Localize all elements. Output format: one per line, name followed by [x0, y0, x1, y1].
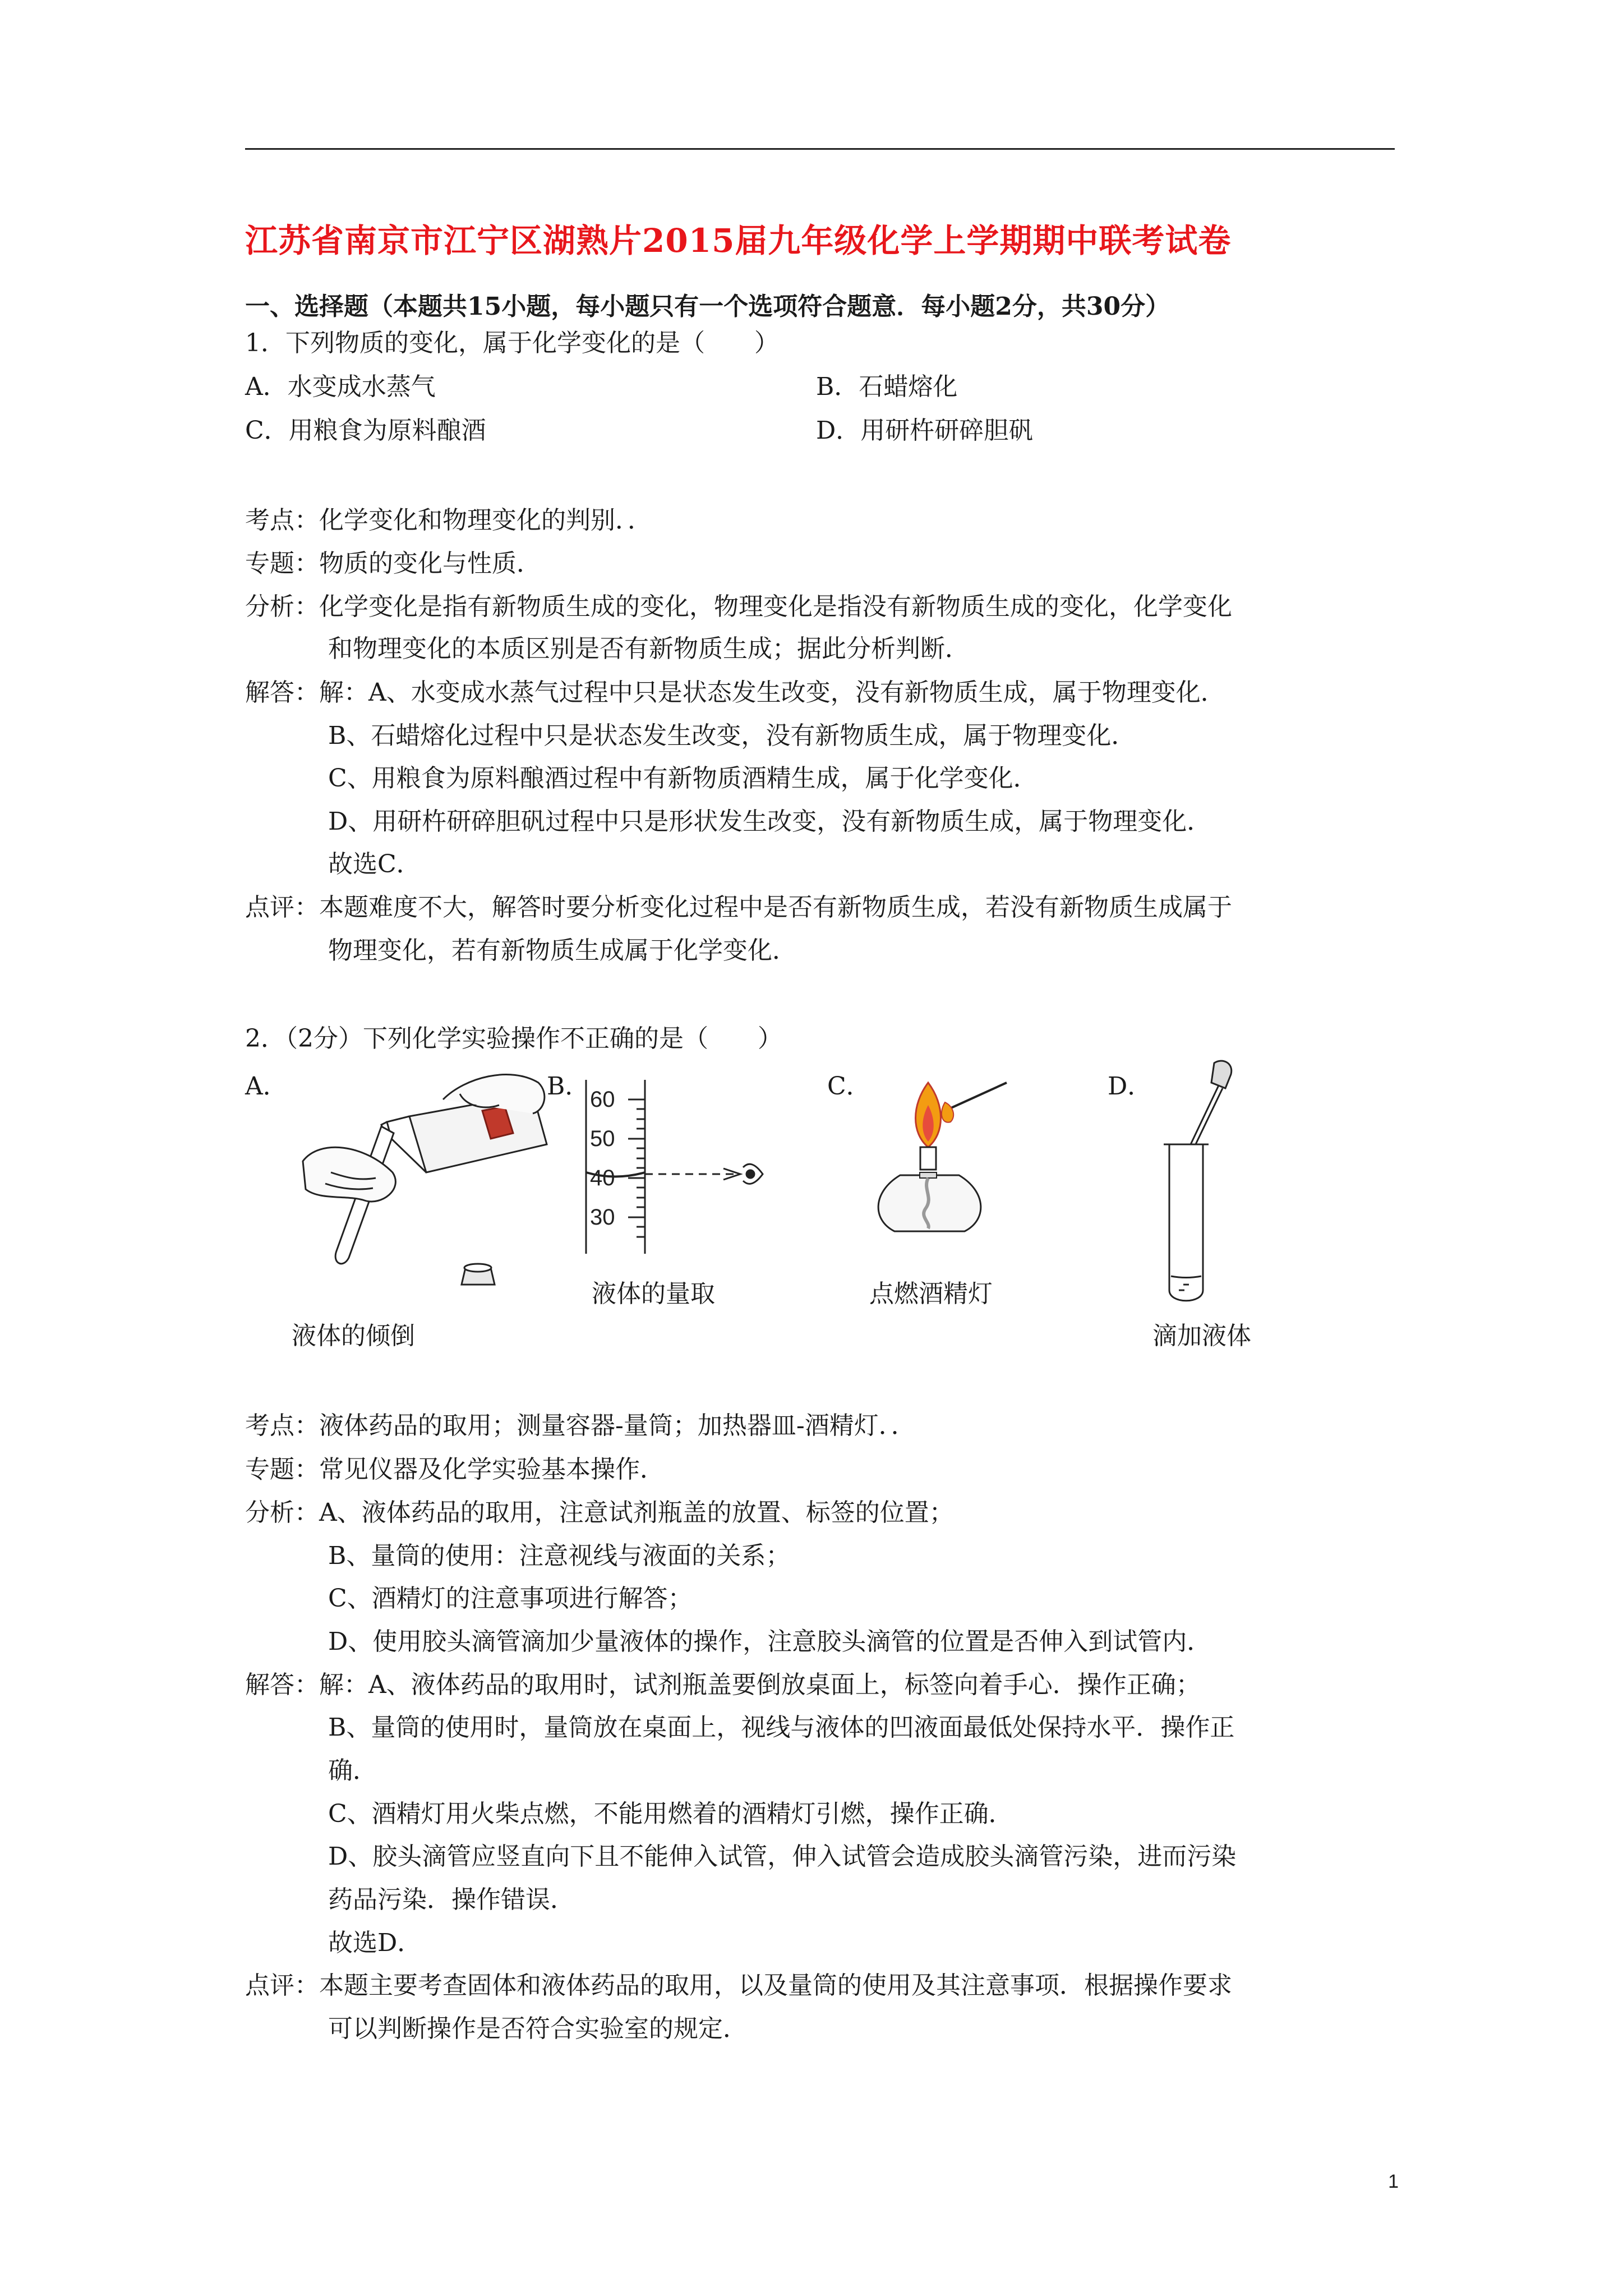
- alcohol-lamp-figure: [866, 1071, 1046, 1251]
- q1-jieda-line1: 解答：解：A、水变成水蒸气过程中只是状态发生改变，没有新物质生成，属于物理变化．: [245, 678, 1225, 707]
- q1-jieda-line5: 故选C．: [328, 850, 421, 878]
- q2-jieda-line5: D、胶头滴管应竖直向下且不能伸入试管，伸入试管会造成胶头滴管污染，进而污染: [328, 1842, 1237, 1871]
- q1-fenxi-line2: 和物理变化的本质区别是否有新物质生成；据此分析判断．: [328, 634, 970, 663]
- q1-kaodian: 考点：化学变化和物理变化的判别．．: [245, 506, 652, 535]
- q2-fenxi-line4: D、使用胶头滴管滴加少量液体的操作，注意胶头滴管的位置是否伸入到试管内．: [328, 1627, 1212, 1656]
- header-rule: [245, 148, 1395, 150]
- q2-fenxi-line3: C、酒精灯的注意事项进行解答；: [328, 1584, 693, 1613]
- q1-option-d: D．用研杵研碎胆矾: [816, 416, 1034, 445]
- dropper-figure: [1138, 1055, 1273, 1313]
- document-title: 江苏省南京市江宁区湖熟片2015届九年级化学上学期期中联考试卷: [245, 222, 1232, 260]
- section-heading: 一、选择题（本题共15小题，每小题只有一个选项符合题意．每小题2分，共30分）: [245, 292, 1170, 321]
- caption-lighting-lamp: 点燃酒精灯: [869, 1280, 993, 1308]
- q2-label-b: B．: [547, 1072, 590, 1101]
- caption-pouring-liquid: 液体的倾倒: [292, 1322, 415, 1350]
- q1-stem: 1．下列物质的变化，属于化学变化的是（ ）: [245, 329, 779, 357]
- q2-jieda-line1: 解答：解：A、液体药品的取用时，试剂瓶盖要倒放桌面上，标签向着手心．操作正确；: [245, 1671, 1201, 1699]
- tick-label-40: 40: [590, 1166, 615, 1190]
- q1-jieda-line4: D、用研杵研碎胆矾过程中只是形状发生改变，没有新物质生成，属于物理变化．: [328, 807, 1212, 836]
- q2-label-a: A．: [245, 1072, 288, 1101]
- q2-dianping-line2: 可以判断操作是否符合实验室的规定．: [328, 2014, 748, 2043]
- q2-jieda-line4: C、酒精灯用火柴点燃，不能用燃着的酒精灯引燃，操作正确．: [328, 1800, 1013, 1828]
- q2-fenxi-line1: 分析：A、液体药品的取用，注意试剂瓶盖的放置、标签的位置；: [245, 1498, 954, 1527]
- q2-dianping-line1: 点评：本题主要考查固体和液体药品的取用，以及量筒的使用及其注意事项．根据操作要求: [245, 1971, 1232, 2000]
- tick-label-30: 30: [590, 1205, 615, 1230]
- q2-zhuanti: 专题：常见仪器及化学实验基本操作．: [245, 1455, 665, 1484]
- q1-jieda-line3: C、用粮食为原料酿酒过程中有新物质酒精生成，属于化学变化．: [328, 764, 1038, 793]
- q2-jieda-line7: 故选D．: [328, 1929, 422, 1957]
- q2-fenxi-line2: B、量筒的使用：注意视线与液面的关系；: [328, 1542, 791, 1570]
- q2-jieda-line6: 药品污染．操作错误．: [328, 1885, 575, 1914]
- tick-label-50: 50: [590, 1126, 615, 1151]
- q2-label-c: C．: [827, 1072, 871, 1101]
- q2-kaodian: 考点：液体药品的取用；测量容器-量筒；加热器皿-酒精灯．．: [245, 1411, 916, 1440]
- q2-label-d: D．: [1108, 1072, 1152, 1101]
- q1-zhuanti: 专题：物质的变化与性质．: [245, 549, 541, 578]
- measuring-cylinder-figure: [572, 1069, 780, 1259]
- page-number: 1: [1388, 2171, 1399, 2192]
- pouring-liquid-figure: [297, 1060, 561, 1301]
- q2-jieda-line2: B、量筒的使用时，量筒放在桌面上，视线与液体的凹液面最低处保持水平．操作正: [328, 1713, 1235, 1742]
- q1-dianping-line1: 点评：本题难度不大，解答时要分析变化过程中是否有新物质生成，若没有新物质生成属于: [245, 893, 1232, 922]
- q1-option-a: A．水变成水蒸气: [245, 372, 436, 401]
- q1-option-c: C．用粮食为原料酿酒: [245, 416, 486, 445]
- q1-option-b: B．石蜡熔化: [816, 372, 958, 401]
- caption-measuring-liquid: 液体的量取: [592, 1280, 715, 1308]
- tick-label-60: 60: [590, 1087, 615, 1112]
- q1-jieda-line2: B、石蜡熔化过程中只是状态发生改变，没有新物质生成，属于物理变化．: [328, 721, 1136, 750]
- q2-jieda-line3: 确．: [328, 1756, 377, 1785]
- q1-dianping-line2: 物理变化，若有新物质生成属于化学变化．: [328, 936, 797, 965]
- caption-dropping-liquid: 滴加液体: [1152, 1322, 1251, 1350]
- q2-stem: 2．（2分）下列化学实验操作不正确的是（ ）: [245, 1024, 782, 1053]
- q1-fenxi-line1: 分析：化学变化是指有新物质生成的变化，物理变化是指没有新物质生成的变化，化学变化: [245, 592, 1232, 621]
